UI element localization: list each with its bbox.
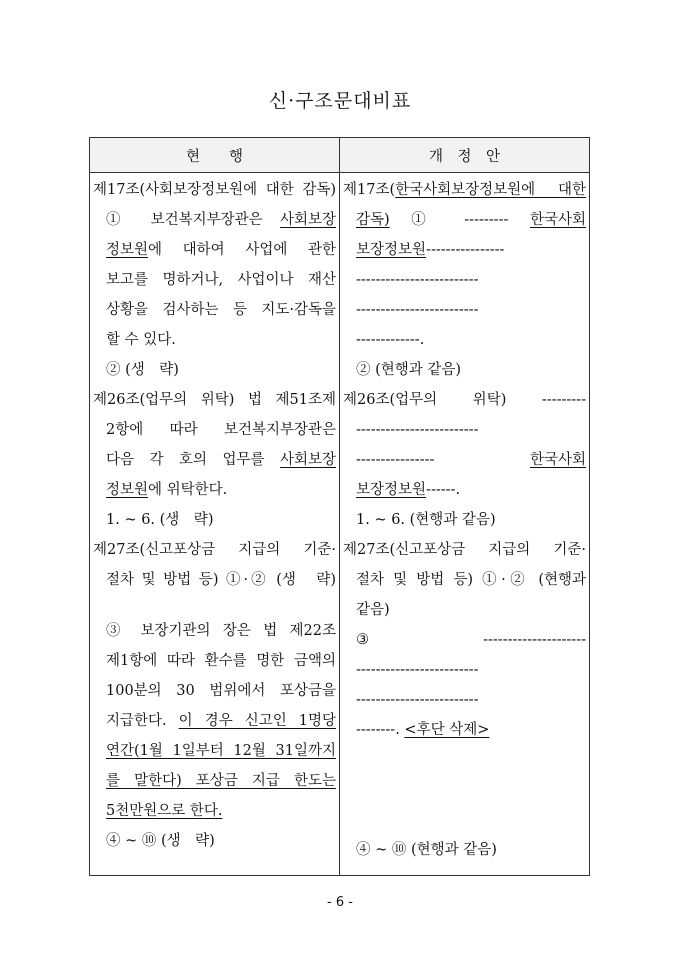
header-revised: 개 정 안 [340, 138, 590, 173]
underlined-text: 보장정보원 [356, 242, 427, 258]
revised-a17-line: ------------------------- [356, 302, 479, 318]
current-a17-line: ① 보건복지부장관은 사회보장 [106, 212, 336, 228]
table-row [90, 173, 590, 876]
revised-a17-para2: ② (현행과 같음) [356, 362, 462, 378]
revised-a27-line: 같음) [356, 602, 390, 618]
current-a27-para4: ④ ~ ⑩ (생 략) [106, 833, 215, 849]
current-a17-line: 상황을 검사하는 등 지도·감독을 [106, 302, 336, 318]
current-a27-heading: 제27조(신고포상금 지급의 기준· [93, 542, 336, 558]
underlined-text: 감독) [356, 212, 390, 228]
current-a27-line: 를 말한다) 포상금 지급 한도는 [106, 773, 336, 789]
revised-a17-line: 감독) ① --------- 한국사회 [356, 212, 586, 228]
revised-column [340, 173, 590, 876]
current-a26-items: 1. ~ 6. (생 략) [106, 512, 214, 528]
revised-a17-line: -------------. [356, 332, 425, 348]
current-a17-line: 할 수 있다. [106, 332, 176, 348]
page-number: - 6 - [327, 895, 353, 910]
current-a26-heading: 제26조(업무의 위탁) 법 제51조제 [93, 392, 336, 408]
underlined-text: 사회보장 [279, 452, 336, 468]
current-a27-line: 제1항에 따라 환수를 명한 금액의 [106, 653, 336, 669]
underlined-text: 정보원 [106, 242, 149, 258]
table-header-row [90, 138, 590, 173]
revised-a27-line: ------------------------- [356, 692, 479, 708]
revised-a27-heading: 제27조(신고포상금 지급의 기준· [343, 542, 586, 558]
revised-a17-line: 보장정보원---------------- [356, 242, 505, 258]
revised-a17-line: ------------------------- [356, 272, 479, 288]
current-a27-line: 절차 및 방법 등) ①·② (생 략) [106, 572, 336, 588]
revised-a26-line: ------------------------- [356, 422, 479, 438]
underlined-text: 사회보장 [279, 212, 336, 228]
revised-a27-blank [343, 745, 586, 775]
revised-a17-heading: 제17조(한국사회보장정보원에 대한 [343, 182, 586, 198]
revised-a27-blank [343, 775, 586, 805]
current-a26-line: 정보원에 위탁한다. [106, 482, 228, 498]
document-title: 신·구조문대비표 [268, 90, 412, 112]
current-a26-line: 다음 각 호의 업무를 사회보장 [106, 452, 336, 468]
current-a27-para3: ③ 보장기관의 장은 법 제22조 [106, 623, 336, 639]
underlined-text: 보장정보원 [356, 482, 427, 498]
revised-a26-line: ---------------- 한국사회 [356, 452, 586, 468]
current-a27-line: 지급한다. 이 경우 신고인 1명당 [106, 713, 336, 729]
underlined-text: 정보원 [106, 482, 149, 498]
current-a26-line: 2항에 따라 보건복지부장관은 [106, 422, 336, 438]
revised-a27-line: 절차 및 방법 등) ①·② (현행과 [356, 572, 586, 588]
current-a27-line: 100분의 30 범위에서 포상금을 [106, 683, 336, 699]
revised-a26-heading: 제26조(업무의 위탁) --------- [343, 392, 586, 408]
revised-a26-line: 보장정보원------. [356, 482, 461, 498]
underlined-text: 한국사회보장정보원에 대한 [395, 182, 586, 198]
underlined-text: 한국사회 [529, 452, 586, 468]
current-a27-line: 5천만원으로 한다. [106, 803, 223, 819]
revised-a27-line: ------------------------- [356, 662, 479, 678]
header-current: 현 행 [90, 138, 340, 173]
current-a17-para2: ② (생 략) [106, 362, 179, 378]
underlined-text: 한국사회 [529, 212, 586, 228]
current-a17-heading: 제17조(사회보장정보원에 대한 감독) [93, 182, 336, 198]
current-a27-line: 연간(1월 1일부터 12월 31일까지 [106, 743, 336, 759]
revised-a27-para3: ③ --------------------- [356, 632, 586, 648]
current-a17-line: 보고를 명하거나, 사업이나 재산 [106, 272, 336, 288]
revised-a27-line: --------. <후단 삭제> [356, 722, 490, 738]
revised-a26-items: 1. ~ 6. (현행과 같음) [356, 512, 496, 528]
revised-a27-para4: ④ ~ ⑩ (현행과 같음) [356, 842, 497, 858]
revised-a27-blank [343, 805, 586, 835]
comparison-table [89, 137, 590, 876]
current-column [90, 173, 340, 876]
current-a17-line: 정보원에 대하여 사업에 관한 [106, 242, 336, 258]
underlined-text: 이 경우 신고인 1명당 [178, 713, 336, 729]
deletion-note: <후단 삭제> [404, 722, 490, 738]
